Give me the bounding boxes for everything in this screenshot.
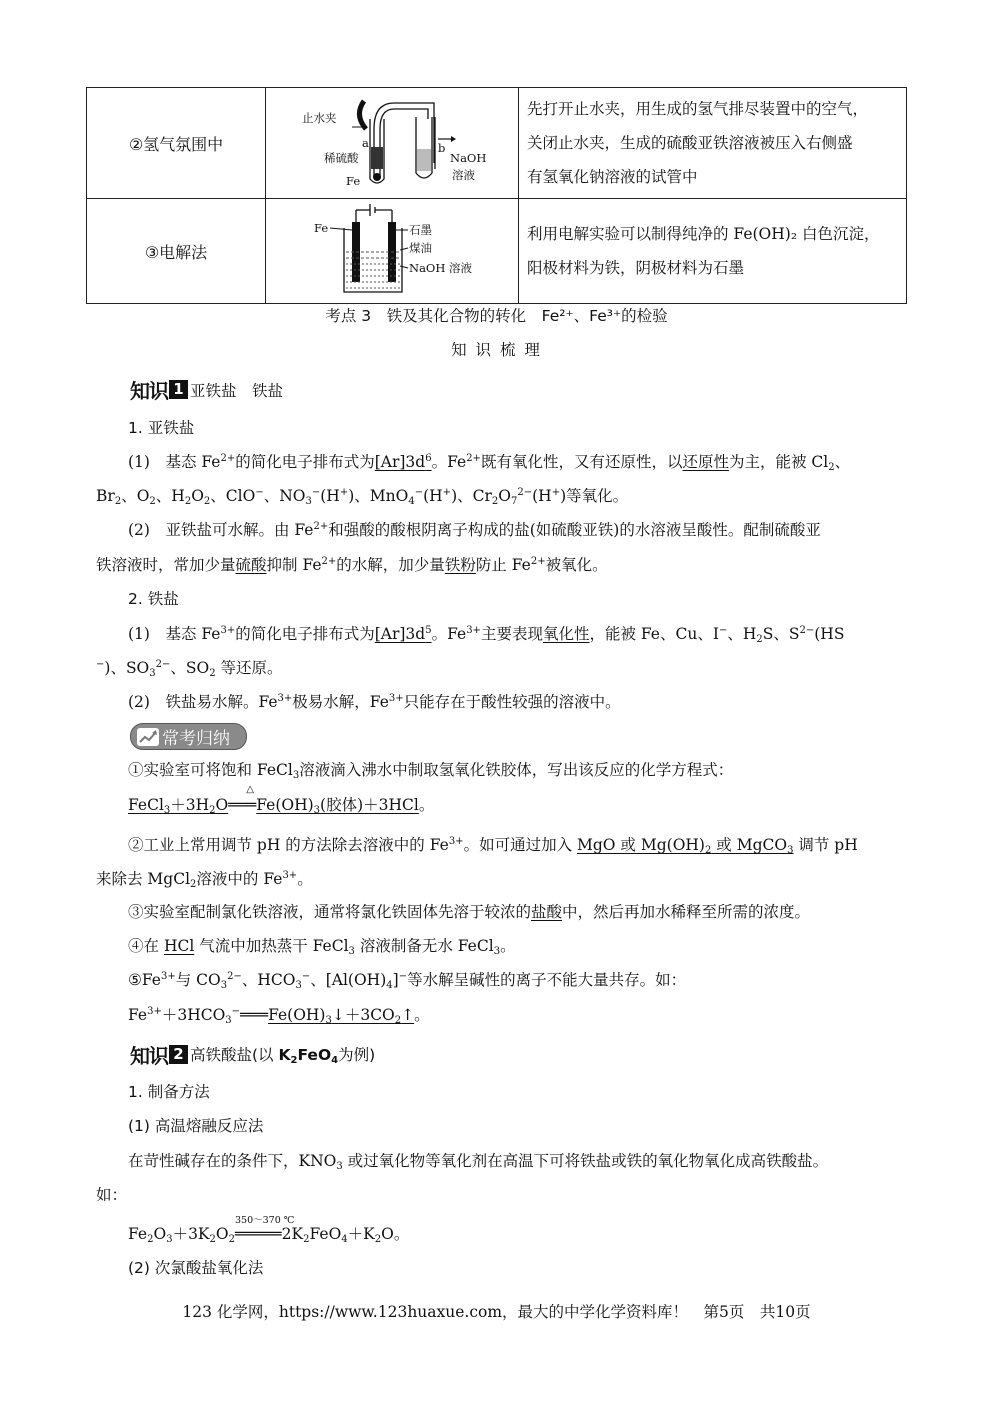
desc-line: 利用电解实验可以制得纯净的 Fe(OH)₂ 白色沉淀， [527,225,880,243]
paragraph: $Br_2$、$O_2$、$H_2O_2$、ClO−、$NO_3^-(H^+)$、MnO$_4$−(H+)、$Cr_2O_7^{2-}(H^+)$等氧化。 [96,487,629,507]
description-cell [519,199,907,304]
summary-item: ③实验室配制氯化铁溶液，通常将氯化铁固体先溶于较浓的盐酸中，然后再加水稀释至所需的浓度。 [128,903,811,921]
svg-text:NaOH: NaOH [450,151,487,165]
paragraph: 如： [96,1186,128,1204]
section-title: 考点 3 铁及其化合物的转化 Fe²⁺、Fe³⁺的检验 [325,307,668,325]
electrolysis-diagram [266,199,519,304]
paragraph: (2) 亚铁盐可水解。由 $Fe^{2+}$和强酸的酸根阴离子构成的盐(如硫酸亚铁)的水溶液呈酸性。配制硫酸亚 [128,521,821,539]
description-cell [519,88,907,199]
subtitle: 知 识 梳 理 [451,341,542,359]
knowledge-heading-1 [130,375,283,404]
svg-text:煤油: 煤油 [409,241,432,255]
svg-text:Fe: Fe [346,174,361,188]
paragraph: 在苛性碱存在的条件下，$KNO_3$ 或过氧化物等氧化剂在高温下可将铁盐或铁的氧化物氧化成高铁酸盐。 [128,1152,829,1172]
desc-line: 先打开止水夹，用生成的氢气排尽装置中的空气， [527,100,869,118]
knowledge-title: 高铁酸盐(以 $K_2FeO_4$为例) [190,1046,376,1066]
paragraph: (1) 基态 $Fe^{3+}$的简化电子排布式为$[Ar]3d^5$。$Fe^{3+}$主要表现氧化性，能被 Fe、Cu、I−、$H_2S$、$S^{2-}(HS$ [128,625,845,645]
summary-item: $⑤Fe^{3+}$与 $CO_3^{2-}$、$HCO_3^-$、$[Al(OH)_4]^-$等水解呈碱性的离子不能大量共存。如： [128,971,687,991]
knowledge-heading-2 [130,1040,375,1069]
hydrogen-apparatus-diagram [266,88,519,199]
svg-text:止水夹: 止水夹 [302,111,337,125]
desc-line: 阳极材料为铁，阴极材料为石墨 [527,259,745,277]
table-row [87,199,907,304]
common-summary-tag [130,723,247,750]
knowledge-label: 知识 [130,1044,168,1068]
svg-text:Fe: Fe [314,221,329,235]
desc-line: 关闭止水夹，生成的硫酸亚铁溶液被压入右侧盛 [527,134,853,152]
method-cell: ②氢气氛围中 [87,88,266,199]
heading-2: 2. 铁盐 [128,590,179,608]
method-table [86,87,907,304]
method-cell: ③电解法 [87,199,266,304]
paragraph: (2) 铁盐易水解。$Fe^{3+}$极易水解，$Fe^{3+}$只能存在于酸性较强的溶液中。 [128,693,621,711]
page-footer: 123 化学网，https://www.123huaxue.com，最大的中学化学资料库！ 第5页 共10页 [182,1303,811,1321]
equation: $Fe_2O_3+3K_2O_2$ 350～370 ℃ $═════2K_2FeO_4+K_2O$。 [128,1215,410,1245]
equation: $FeCl_3+3H_2O$ △ $═══Fe(OH)_3$(胶体)＋3HCl。 [128,784,435,816]
trend-icon [137,728,159,746]
knowledge-label: 知识 [130,379,168,403]
heading-sub: (1) 高温熔融反应法 [128,1117,264,1135]
paragraph: 铁溶液时，常加少量硫酸抑制 $Fe^{2+}$的水解，加少量铁粉防止 $Fe^{2+}$被氧化。 [96,556,608,574]
heading-1: 1. 亚铁盐 [128,419,195,437]
summary-item: ②工业上常用调节 pH 的方法除去溶液中的 $Fe^{3+}$。如可通过加入 MgO 或 $Mg(OH)_2$ 或 MgCO$_3$ 调节 pH [128,836,858,856]
tag-label: 常考归纳 [162,729,230,749]
svg-text:a: a [362,136,369,150]
summary-item: ①实验室可将饱和 FeCl$_3$溶液滴入沸水中制取氢氧化铁胶体，写出该反应的化学方程式： [128,761,734,781]
summary-item: 来除去 MgCl$_2$溶液中的 $Fe^{3+}$。 [96,870,313,890]
knowledge-number: 2 [169,1045,188,1064]
desc-line: 有氢氧化钠溶液的试管中 [527,168,698,186]
knowledge-number: 1 [169,380,188,399]
svg-text:NaOH 溶液: NaOH 溶液 [409,261,473,275]
summary-item: ④在 HCl 气流中加热蒸干 FeCl$_3$ 溶液制备无水 FeCl$_3$。 [128,937,516,957]
svg-text:溶液: 溶液 [452,168,475,182]
svg-text:b: b [438,141,446,155]
heading-1: 1. 制备方法 [128,1083,210,1101]
paragraph: (1) 基态 $Fe^{2+}$的简化电子排布式为$[Ar]3d^6$。$Fe^{2+}$既有氧化性，又有还原性，以还原性为主，能被 $Cl_2$、 [128,453,851,473]
equation: $Fe^{3+}+3HCO_3^-═══Fe(OH)_3↓+3CO_2↑$。 [128,1006,430,1026]
table-row [87,88,907,199]
svg-text:石墨: 石墨 [409,223,432,237]
svg-text:稀硫酸: 稀硫酸 [324,151,359,165]
heading-sub: (2) 次氯酸盐氧化法 [128,1259,264,1277]
paragraph: −)、$SO_3^{2-}$、$SO_2$ 等还原。 [96,659,283,679]
knowledge-title: 亚铁盐 铁盐 [190,381,284,400]
